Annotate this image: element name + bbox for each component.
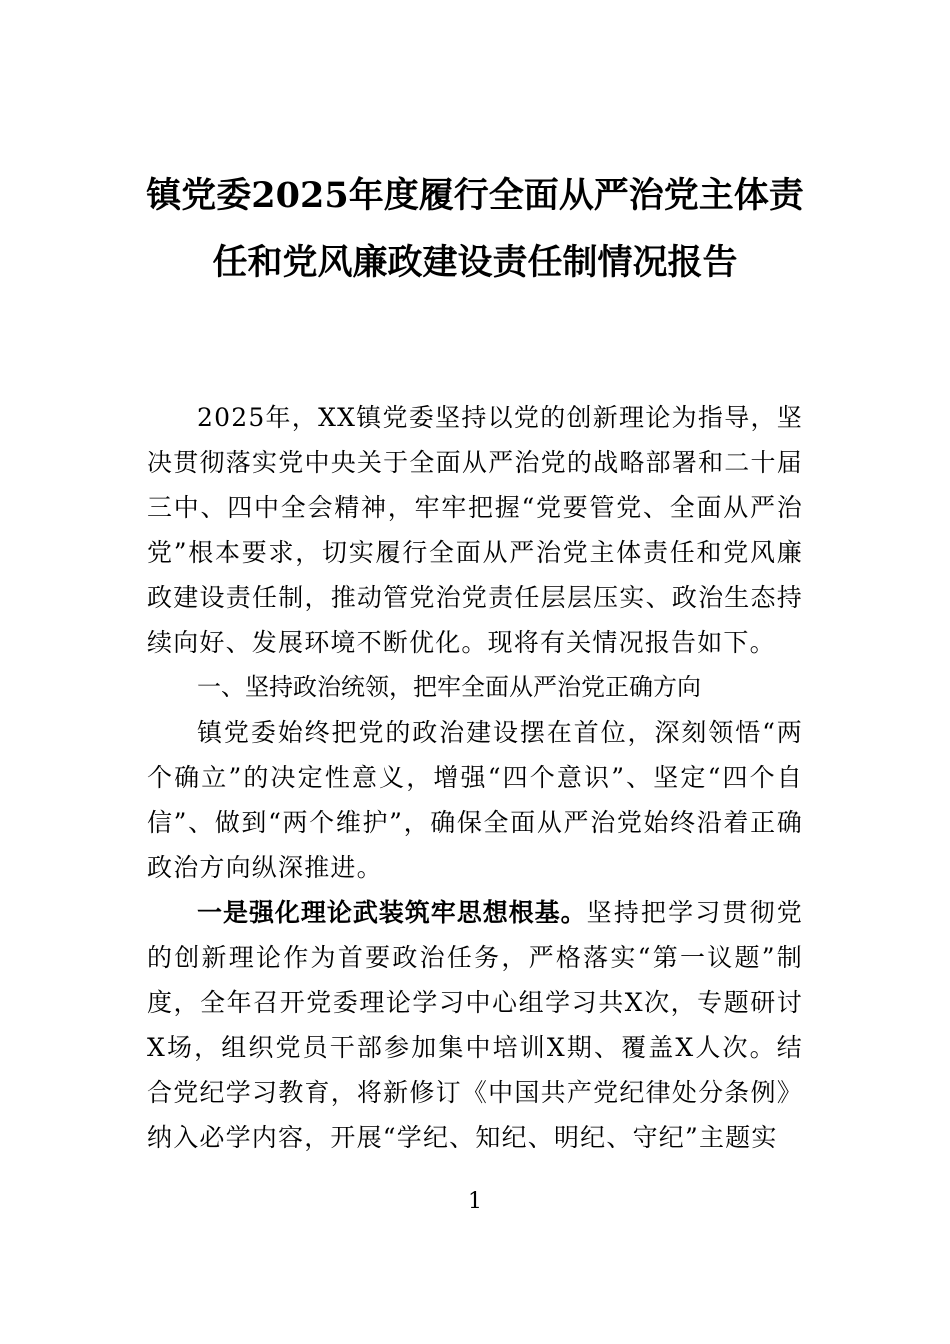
page-number: 1 xyxy=(468,1189,482,1214)
title-line-2: 任和党风廉政建设责任制情况报告 xyxy=(212,242,738,283)
point-1-text: 坚持把学习贯彻党的创新理论作为首要政治任务，严格落实“第一议题”制度，全年召开党委理论学习中心组学习共X次，专题研讨X场，组织党员干部参加集中培训X期、覆盖X人次。结合党纪学习教育，将新修订《中国共产党纪律处分条例》纳入必学内容，开展“学纪、知纪、明纪、守纪”主题实 xyxy=(147,898,803,1152)
section-heading-1: 一、坚持政治统领，把牢全面从严治党正确方向 xyxy=(197,673,701,701)
intro-paragraph: 2025年，XX镇党委坚持以党的创新理论为指导，坚决贯彻落实党中央关于全面从严治党的战略部署和二十届三中、四中全会精神，牢牢把握“党要管党、全面从严治党”根本要求，切实履行全面从严治党主体责任和党风廉政建设责任制，推动管党治党责任层层压实、政治生态持续向好、发展环境不断优化。现将有关情况报告如下。 xyxy=(147,403,803,657)
document-body xyxy=(147,395,803,1160)
title-line-1: 镇党委2025年度履行全面从严治党主体责 xyxy=(146,175,804,216)
point-1-lead: 一是强化理论武装筑牢思想根基。 xyxy=(197,898,587,927)
section-1-point-1 xyxy=(147,890,803,1160)
document-title xyxy=(120,162,830,296)
section-1-paragraph: 镇党委始终把党的政治建设摆在首位，深刻领悟“两个确立”的决定性意义，增强“四个意识”、坚定“四个自信”、做到“两个维护”，确保全面从严治党始终沿着正确政治方向纵深推进。 xyxy=(147,718,803,882)
